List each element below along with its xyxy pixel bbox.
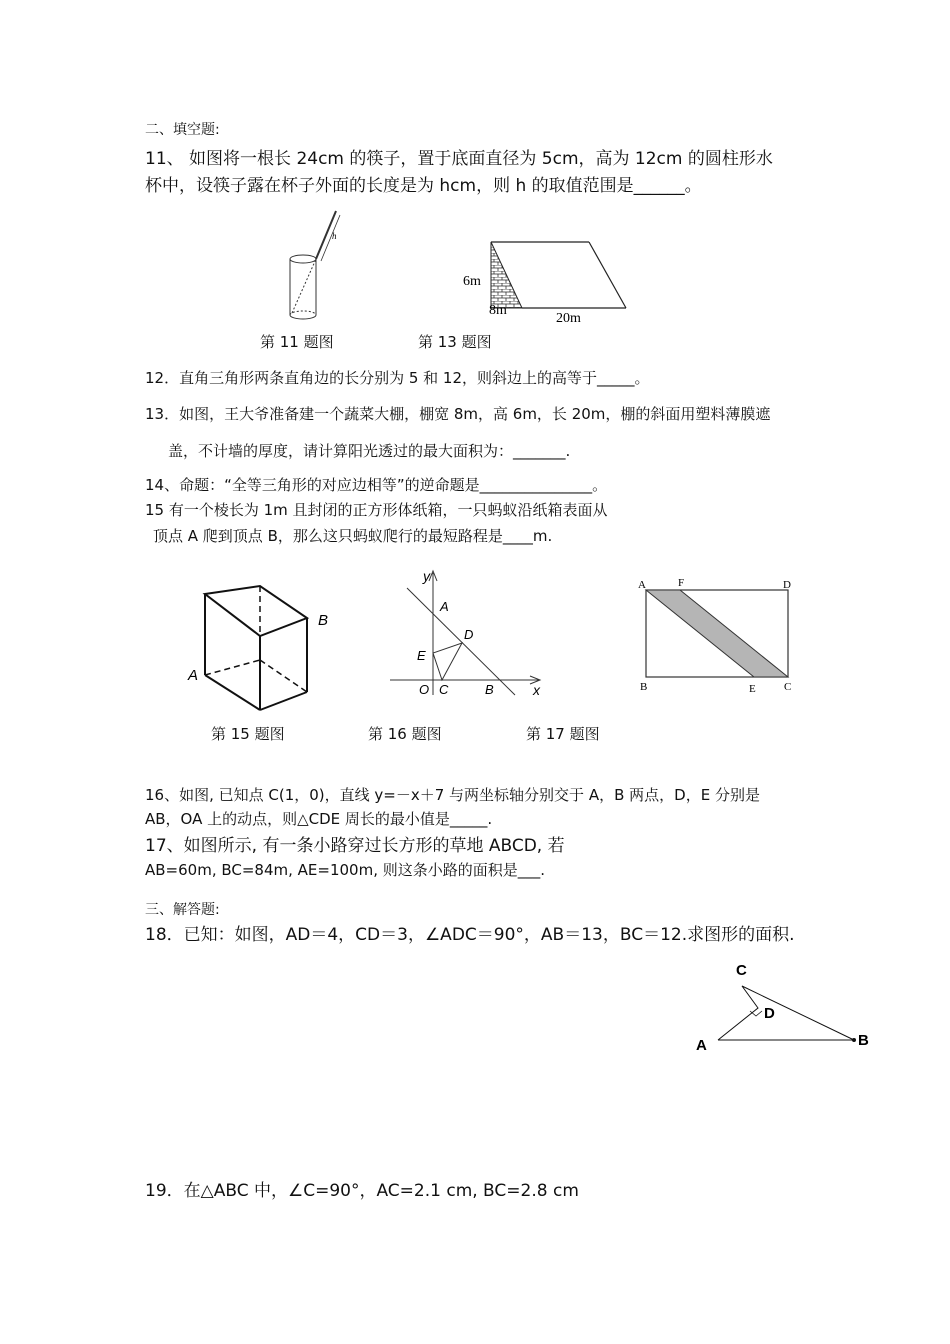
figure-16-label-x: x: [533, 682, 540, 698]
figure-15-cube: [180, 580, 340, 715]
figure-13-label-width: 8m: [489, 303, 507, 318]
figure-17-label-a: A: [638, 579, 646, 591]
question-13-line-2: 盖，不计墙的厚度，请计算阳光透过的最大面积为：_______.: [168, 442, 571, 460]
figure-11-label-h: h: [332, 231, 337, 241]
question-13-line-1: 13．如图，王大爷准备建一个蔬菜大棚，棚宽 8m，高 6m，长 20m，棚的斜面用塑料薄膜遮: [145, 405, 771, 423]
figure-15-label-a: A: [188, 667, 199, 684]
figure-17-label-d: D: [783, 579, 791, 591]
figure-13-label-height: 6m: [463, 274, 481, 289]
figure-15-caption: 第 15 题图: [211, 725, 285, 743]
figure-18-label-c: C: [736, 962, 747, 979]
question-14: 14、命题：“全等三角形的对应边相等”的逆命题是_______________。: [145, 476, 608, 494]
figure-16-label-c: C: [439, 682, 449, 697]
figure-13-caption: 第 13 题图: [418, 333, 492, 351]
question-15-line-1: 15 有一个棱长为 1m 且封闭的正方形体纸箱，一只蚂蚁沿纸箱表面从: [145, 501, 608, 519]
figure-18-quadrilateral: [690, 958, 880, 1058]
figure-16-coordinate-plane: [385, 563, 550, 703]
figure-17-rectangle: [632, 572, 802, 697]
figure-16-caption: 第 16 题图: [368, 725, 442, 743]
section-heading-fill-blank: 二、填空题:: [145, 122, 220, 138]
question-11-line-2: 杯中，设筷子露在杯子外面的长度是为 hcm，则 h 的取值范围是______。: [145, 176, 702, 196]
figure-16-label-y: y: [423, 568, 430, 584]
question-16-line-1: 16、如图, 已知点 C(1，0)，直线 y=－x＋7 与两坐标轴分别交于 A，B 两点，D，E 分别是: [145, 786, 760, 804]
figure-13-greenhouse: [460, 235, 635, 327]
figure-17-label-b: B: [640, 681, 648, 693]
figure-11-caption: 第 11 题图: [260, 333, 334, 351]
figure-18-label-a: A: [696, 1037, 707, 1054]
question-11-line-1: 11、 如图将一根长 24cm 的筷子，置于底面直径为 5cm，高为 12cm 的圆柱形水: [145, 149, 773, 169]
figure-17-caption: 第 17 题图: [526, 725, 600, 743]
question-17-line-1: 17、如图所示, 有一条小路穿过长方形的草地 ABCD, 若: [145, 836, 565, 856]
figure-17-label-c: C: [784, 681, 792, 693]
figure-16-label-a: A: [440, 599, 449, 614]
figure-17-label-f: F: [678, 577, 685, 589]
figure-15-label-b: B: [318, 612, 329, 629]
figure-13-label-length: 20m: [556, 311, 581, 326]
figure-17-label-e: E: [749, 683, 756, 695]
question-19: 19．在△ABC 中，∠C=90°，AC=2.1 cm, BC=2.8 cm: [145, 1181, 579, 1201]
figure-18-label-b: B: [858, 1032, 869, 1049]
figure-16-label-o: O: [419, 682, 430, 697]
figure-16-label-e: E: [417, 648, 426, 663]
figure-18-label-d: D: [764, 1005, 775, 1022]
question-18: 18．已知：如图，AD＝4，CD＝3，∠ADC＝90°，AB＝13，BC＝12.求图形的面积.: [145, 925, 795, 945]
figure-11-cylinder: [280, 205, 350, 325]
figure-16-label-d: D: [464, 627, 474, 642]
question-16-line-2: AB，OA 上的动点，则△CDE 周长的最小值是_____.: [145, 810, 493, 828]
figure-17-path-strip: [646, 590, 788, 677]
question-12: 12．直角三角形两条直角边的长分别为 5 和 12，则斜边上的高等于_____。: [145, 369, 650, 387]
section-heading-solutions: 三、解答题:: [145, 902, 220, 918]
question-17-line-2: AB=60m, BC=84m, AE=100m, 则这条小路的面积是___.: [145, 861, 546, 879]
question-15-line-2: 顶点 A 爬到顶点 B，那么这只蚂蚁爬行的最短路程是____m.: [153, 527, 553, 545]
figure-16-label-b: B: [485, 682, 494, 697]
